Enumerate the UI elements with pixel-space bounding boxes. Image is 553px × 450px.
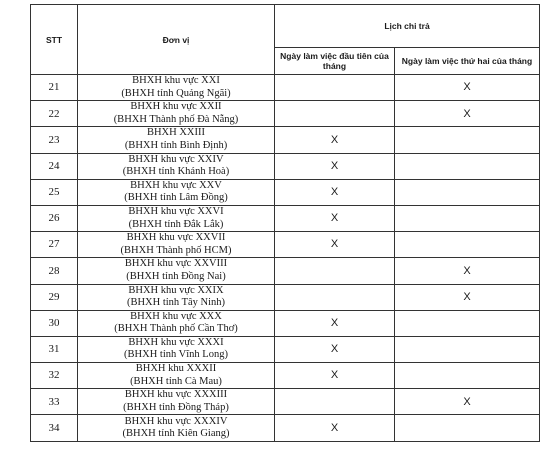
first-day-mark: X xyxy=(275,232,395,258)
second-day-mark xyxy=(395,127,540,153)
second-day-mark: X xyxy=(395,284,540,310)
row-stt: 23 xyxy=(31,127,78,153)
first-day-mark: X xyxy=(275,127,395,153)
unit-province: (BHXH tỉnh Bình Định) xyxy=(124,139,228,151)
second-day-mark xyxy=(395,310,540,336)
row-stt: 30 xyxy=(31,310,78,336)
first-day-mark xyxy=(275,75,395,101)
header-stt: STT xyxy=(31,5,78,75)
header-first-working-day: Ngày làm việc đầu tiên của tháng xyxy=(275,48,395,75)
unit-name: BHXH khu vực XXI xyxy=(132,75,220,87)
unit-name: BHXH khu vực XXV xyxy=(130,179,222,191)
first-day-mark: X xyxy=(275,415,395,441)
row-unit xyxy=(78,101,275,127)
table-row xyxy=(31,127,540,153)
unit-province: (BHXH tỉnh Cà Mau) xyxy=(130,375,222,387)
unit-province: (BHXH tỉnh Quảng Ngãi) xyxy=(121,87,231,99)
row-stt: 21 xyxy=(31,75,78,101)
row-stt: 26 xyxy=(31,205,78,231)
row-unit xyxy=(78,179,275,205)
row-stt: 32 xyxy=(31,363,78,389)
table-row xyxy=(31,101,540,127)
unit-province: (BHXH Thành phố Đà Nẵng) xyxy=(113,113,239,125)
header-schedule: Lịch chi trả xyxy=(275,5,540,48)
unit-name: BHXH khu vực XXIV xyxy=(128,153,224,165)
unit-province: (BHXH Thành phố HCM) xyxy=(120,244,232,256)
row-unit xyxy=(78,258,275,284)
unit-province: (BHXH Thành phố Cần Thơ) xyxy=(114,323,238,335)
unit-name: BHXH khu vực XXVI xyxy=(128,206,224,218)
row-unit xyxy=(78,389,275,415)
table-row xyxy=(31,179,540,205)
unit-name: BHXH khu vực XXVII xyxy=(126,232,226,244)
second-day-mark xyxy=(395,363,540,389)
row-unit xyxy=(78,127,275,153)
row-unit xyxy=(78,205,275,231)
table-row xyxy=(31,284,540,310)
first-day-mark: X xyxy=(275,336,395,362)
unit-name: BHXH khu vực XXIX xyxy=(128,284,224,296)
row-unit xyxy=(78,336,275,362)
row-stt: 22 xyxy=(31,101,78,127)
second-day-mark xyxy=(395,205,540,231)
table-row xyxy=(31,75,540,101)
second-day-mark xyxy=(395,415,540,441)
second-day-mark xyxy=(395,153,540,179)
row-unit xyxy=(78,415,275,441)
second-day-mark: X xyxy=(395,101,540,127)
unit-province: (BHXH tỉnh Khánh Hoà) xyxy=(122,166,230,178)
unit-name: BHXH khu vực XXXIV xyxy=(124,415,228,427)
first-day-mark: X xyxy=(275,179,395,205)
table-row xyxy=(31,258,540,284)
first-day-mark: X xyxy=(275,205,395,231)
unit-province: (BHXH tỉnh Kiên Giang) xyxy=(122,428,230,440)
unit-name: BHXH khu vực XXX xyxy=(130,310,222,322)
row-stt: 34 xyxy=(31,415,78,441)
unit-province: (BHXH tỉnh Đồng Nai) xyxy=(126,270,226,282)
unit-province: (BHXH tỉnh Đồng Tháp) xyxy=(123,401,229,413)
first-day-mark: X xyxy=(275,310,395,336)
row-stt: 27 xyxy=(31,232,78,258)
table-row xyxy=(31,336,540,362)
table-body xyxy=(31,75,540,442)
row-unit xyxy=(78,153,275,179)
table-row xyxy=(31,205,540,231)
document-page xyxy=(30,4,539,442)
header-second-working-day: Ngày làm việc thứ hai của tháng xyxy=(395,48,540,75)
unit-name: BHXH khu vực XXII xyxy=(130,101,222,113)
row-unit xyxy=(78,310,275,336)
header-unit: Đơn vị xyxy=(78,5,275,75)
row-stt: 31 xyxy=(31,336,78,362)
second-day-mark xyxy=(395,232,540,258)
second-day-mark: X xyxy=(395,75,540,101)
first-day-mark: X xyxy=(275,153,395,179)
unit-name: BHXH khu vực XXVIII xyxy=(124,258,228,270)
unit-province: (BHXH tỉnh Đắk Lắk) xyxy=(128,218,224,230)
table-row xyxy=(31,389,540,415)
first-day-mark xyxy=(275,258,395,284)
row-stt: 28 xyxy=(31,258,78,284)
second-day-mark: X xyxy=(395,258,540,284)
table-row xyxy=(31,232,540,258)
first-day-mark xyxy=(275,101,395,127)
unit-province: (BHXH tỉnh Tây Ninh) xyxy=(126,297,226,309)
row-stt: 25 xyxy=(31,179,78,205)
row-stt: 24 xyxy=(31,153,78,179)
table-row xyxy=(31,363,540,389)
unit-province: (BHXH tỉnh Lâm Đồng) xyxy=(124,192,228,204)
unit-name: BHXH XXIII xyxy=(146,127,206,139)
unit-name: BHXH khu vực XXXI xyxy=(128,336,224,348)
second-day-mark: X xyxy=(395,389,540,415)
table-row xyxy=(31,415,540,441)
row-unit xyxy=(78,75,275,101)
row-stt: 33 xyxy=(31,389,78,415)
unit-province: (BHXH tỉnh Vĩnh Long) xyxy=(124,349,228,361)
second-day-mark xyxy=(395,336,540,362)
unit-name: BHXH khu XXXII xyxy=(135,363,217,375)
row-unit xyxy=(78,232,275,258)
row-unit xyxy=(78,363,275,389)
table-row xyxy=(31,153,540,179)
unit-name: BHXH khu vực XXXIII xyxy=(124,389,228,401)
row-stt: 29 xyxy=(31,284,78,310)
payment-schedule-table xyxy=(30,4,540,442)
row-unit xyxy=(78,284,275,310)
first-day-mark xyxy=(275,389,395,415)
first-day-mark: X xyxy=(275,363,395,389)
second-day-mark xyxy=(395,179,540,205)
first-day-mark xyxy=(275,284,395,310)
table-row xyxy=(31,310,540,336)
